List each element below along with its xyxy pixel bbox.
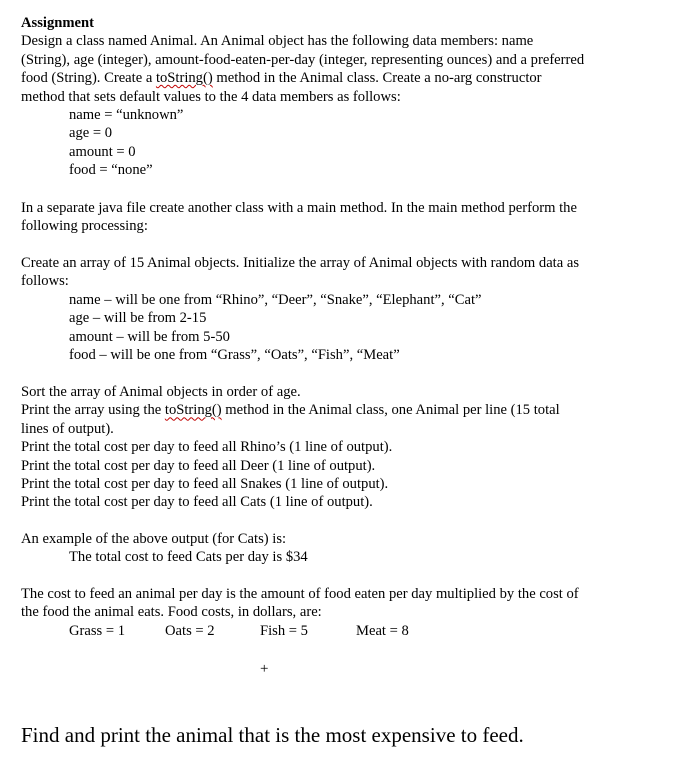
- paragraph-line: the food the animal eats. Food costs, in dollars, are:: [21, 604, 322, 621]
- example-intro: An example of the above output (for Cats) is:: [21, 531, 287, 547]
- example-section: [21, 530, 661, 567]
- task-text: Print the array using the: [21, 402, 165, 419]
- tostring-method: toString(): [155, 70, 213, 87]
- task-line: Print the total cost per day to feed all Cats (1 line of output).: [21, 494, 373, 511]
- intro-line: (String), age (integer), amount-food-eaten-per-day (integer, representing ounces) and a preferred: [21, 51, 585, 68]
- task-line: Print the total cost per day to feed all Rhino’s (1 line of output).: [21, 439, 393, 456]
- tostring-method: toString(): [164, 402, 222, 419]
- default-value: name = “unknown”: [69, 107, 184, 124]
- plus-symbol: +: [260, 661, 269, 677]
- task-line: lines of output).: [21, 420, 114, 437]
- tasks-section: [21, 383, 661, 512]
- task-line: Print the total cost per day to feed all Snakes (1 line of output).: [21, 476, 389, 493]
- food-cost-grass: Grass = 1: [69, 622, 126, 639]
- intro-line: [21, 69, 661, 87]
- cost-section: [21, 585, 661, 640]
- food-cost-fish: Fish = 5: [260, 622, 308, 639]
- task-line: Print the total cost per day to feed all Deer (1 line of output).: [21, 457, 376, 474]
- create-array-section: [21, 254, 661, 364]
- food-cost-oats: Oats = 2: [165, 622, 215, 639]
- paragraph-line: follows:: [21, 273, 69, 290]
- intro-text: food (String). Create a: [21, 70, 156, 87]
- task-text: method in the Animal class, one Animal per line (15 total: [221, 402, 560, 419]
- random-rule: age – will be from 2-15: [69, 310, 207, 327]
- food-cost-meat: Meat = 8: [356, 622, 409, 639]
- example-output: The total cost to feed Cats per day is $34: [69, 549, 308, 566]
- paragraph-line: The cost to feed an animal per day is the amount of food eaten per day multiplied by the cost of: [21, 586, 579, 602]
- task-line: [21, 401, 661, 419]
- default-value: age = 0: [69, 125, 113, 142]
- intro-text: method in the Animal class. Create a no-arg constructor: [212, 70, 542, 87]
- random-rule: food – will be one from “Grass”, “Oats”, “Fish”, “Meat”: [69, 347, 400, 364]
- random-rule: amount – will be from 5-50: [69, 328, 230, 345]
- separate-file-section: [21, 199, 661, 236]
- default-value: food = “none”: [69, 162, 153, 179]
- default-value: amount = 0: [69, 143, 136, 160]
- assignment-title: Assignment: [21, 15, 94, 31]
- paragraph-line: following processing:: [21, 218, 148, 235]
- final-task: Find and print the animal that is the most expensive to feed.: [21, 723, 524, 747]
- intro-line: method that sets default values to the 4 data members as follows:: [21, 88, 401, 105]
- random-rule: name – will be one from “Rhino”, “Deer”, “Snake”, “Elephant”, “Cat”: [69, 291, 482, 308]
- food-cost-list: [21, 622, 661, 640]
- intro-line: Design a class named Animal. An Animal object has the following data members: name: [21, 33, 534, 50]
- task-line: Sort the array of Animal objects in order of age.: [21, 384, 301, 400]
- paragraph-line: Create an array of 15 Animal objects. Initialize the array of Animal objects with random data as: [21, 255, 580, 271]
- paragraph-line: In a separate java file create another class with a main method. In the main method perform the: [21, 200, 577, 216]
- intro-section: [21, 14, 661, 180]
